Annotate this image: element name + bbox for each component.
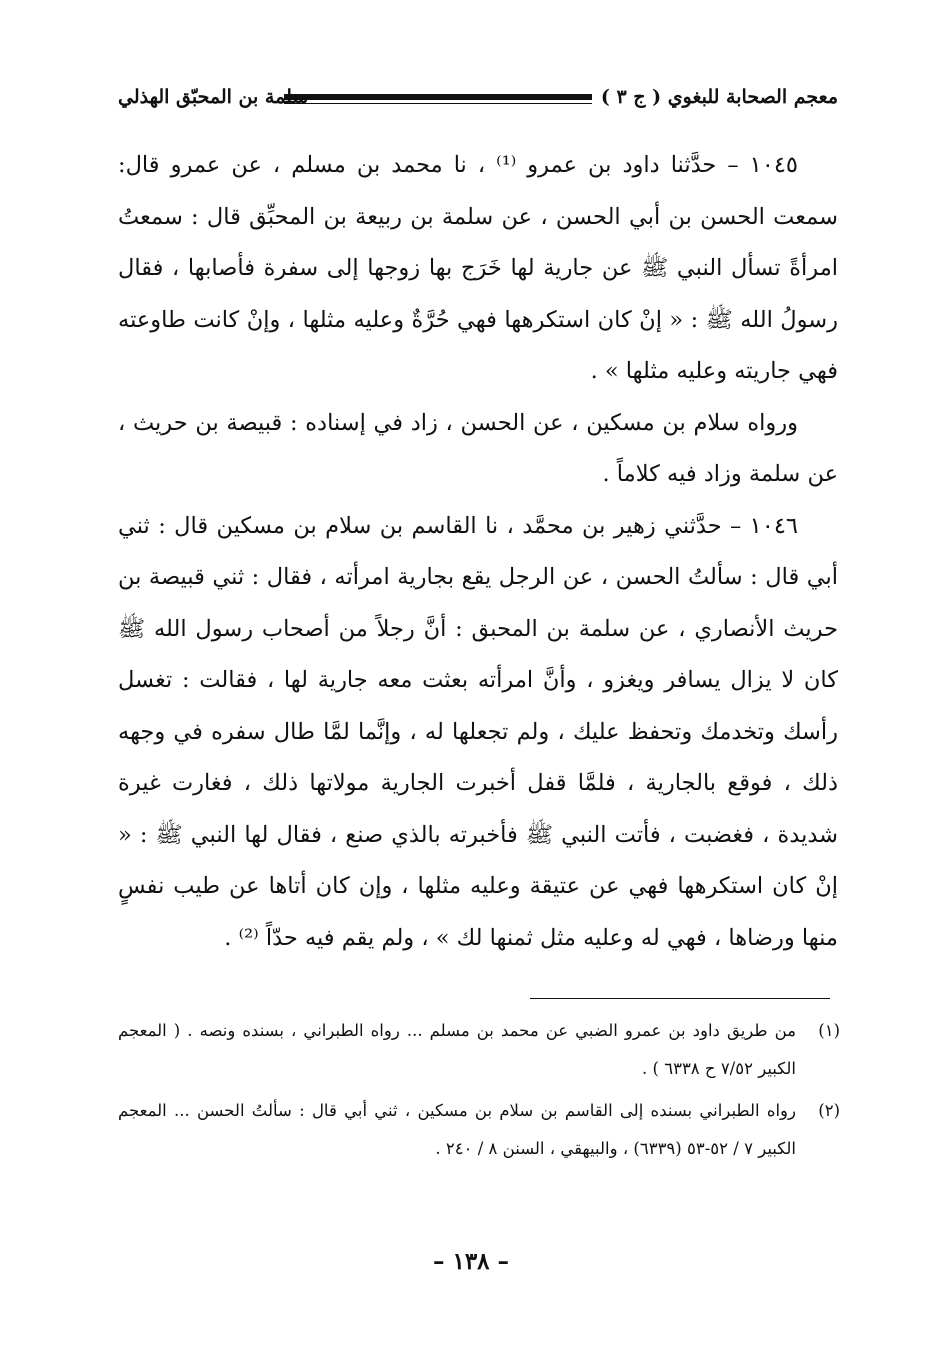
footnotes [118,1012,840,1172]
page-number: – ١٣٨ – [432,1248,510,1275]
main-text [118,140,838,964]
header-rule-thin [284,103,592,104]
paragraph-hadith-1045: ١٠٤٥ – حدَّثنا داود بن عمرو ⁽¹⁾ ، نا محمد بن مسلم ، عن عمرو قال: سمعت الحسن بن أبي الحسن ، عن سلمة بن ربيعة بن المحبِّق قال : سمعتُ امرأةً تسأل النبي ﷺ عن جارية لها خَرَج بها زوجها إلى سفرة فأصابها ، فقال رسولُ الله ﷺ : « إنْ كان استكرهها فهي حُرَّةٌ وعليه مثلها ، وإنْ كانت طاوعته فهي جاريته وعليه مثلها » . [118,152,838,384]
paragraph-riwaya: ورواه سلام بن مسكين ، عن الحسن ، زاد في إسناده : قبيصة بن حريث ، عن سلمة وزاد فيه كلاماً . [118,409,838,487]
running-header [118,82,838,122]
header-section-title: سلمة بن المحبّق الهذلي [118,86,309,108]
header-rule [284,94,592,100]
footnote-number: (٢) [818,1101,840,1120]
footnote-2 [118,1092,840,1168]
footnote-separator [530,998,830,999]
header-book-title: معجم الصحابة للبغوي ( ج ٣ ) [600,86,838,108]
footnote-number: (١) [818,1021,840,1040]
paragraph-hadith-1046: ١٠٤٦ – حدَّثني زهير بن محمَّد ، نا القاسم بن سلام بن مسكين قال : ثني أبي قال : سألتُ الحسن ، عن الرجل يقع بجارية امرأته ، فقال : ثني قبيصة بن حريث الأنصاري ، عن سلمة بن المحبق : أنَّ رجلاً من أصحاب رسول الله ﷺ كان لا يزال يسافر ويغزو ، وأنَّ امرأته بعثت معه جارية لها ، فقالت : تغسل رأسك وتخدمك وتحفظ عليك ، ولم تجعلها له ، وإنَّما لمَّا طال سفره في وجهه ذلك ، فوقع بالجارية ، فلمَّا قفل أخبرت الجارية مولاتها ذلك ، فغارت غيرة شديدة ، فغضبت ، فأتت النبي ﷺ فأخبرته بالذي صنع ، فقال لها النبي ﷺ : « إنْ كان استكرهها فهي عن عتيقة وعليه مثلها ، وإن كان أتاها عن طيب نفسٍ منها ورضاها ، فهي له وعليه مثل ثمنها لك » ، ولم يقم فيه حدّاً ⁽²⁾ . [118,512,838,951]
footnote-text: رواه الطبراني بسنده إلى القاسم بن سلام بن مسكين ، ثني أبي قال : سألتُ الحسن ... المعجم الكبير ٧ / ٥٢-٥٣ (٦٣٣٩) ، والبيهقي ، السنن ٨ / ٢٤٠ . [118,1101,796,1158]
footnote-1 [118,1012,840,1088]
footnote-text: من طريق داود بن عمرو الضبي عن محمد بن مسلم ... رواه الطبراني ، بسنده ونصه . ( المعجم الكبير ٧/٥٢ ح ٦٣٣٨ ) . [118,1021,796,1078]
